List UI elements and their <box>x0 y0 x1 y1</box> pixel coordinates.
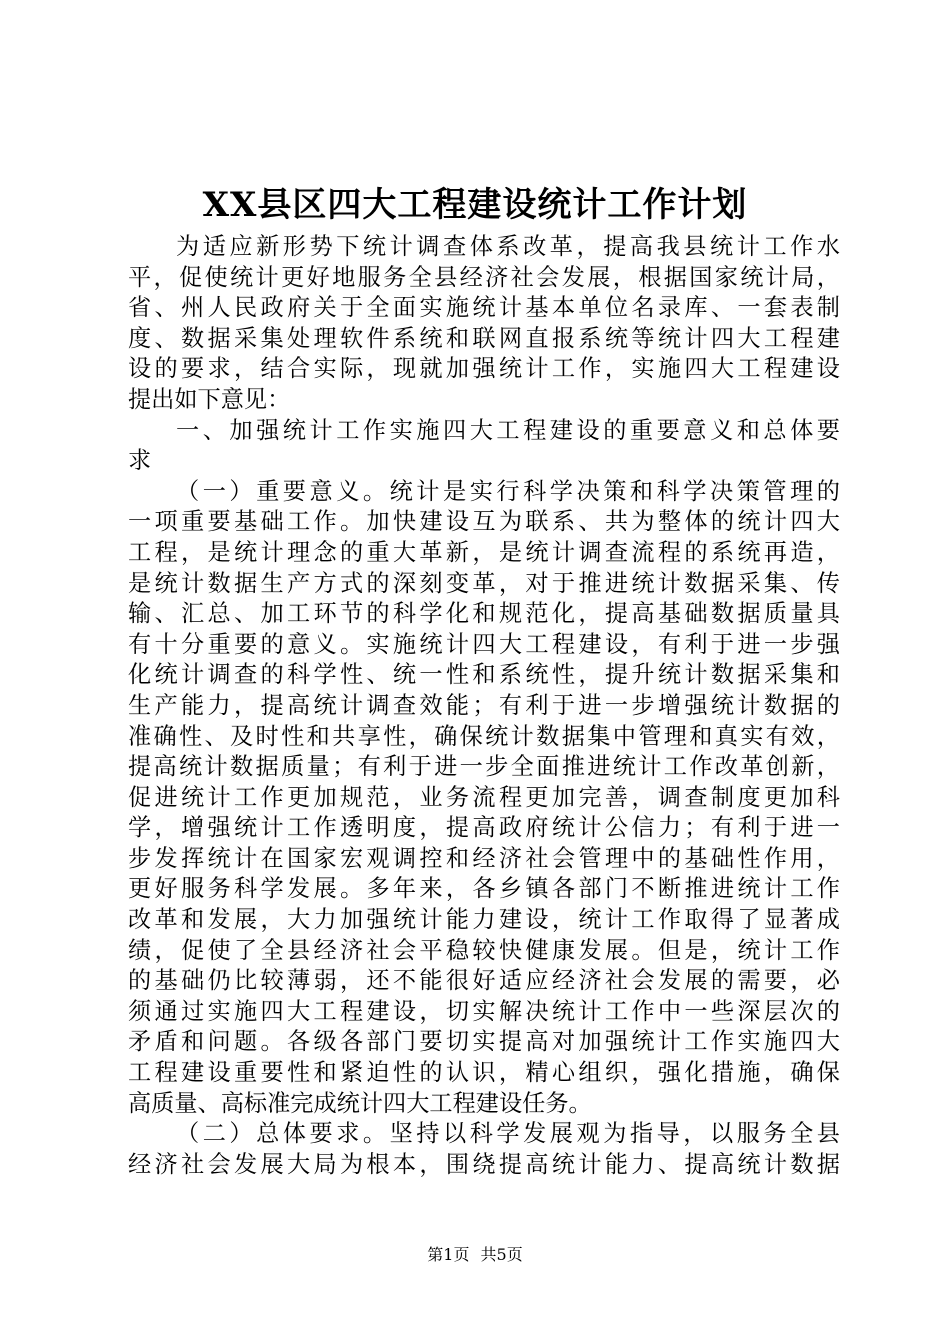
text-line: 化统计调查的科学性、统一性和系统性，提升统计数据采集和 <box>128 661 840 689</box>
page-total: 共5页 <box>480 1245 523 1264</box>
text-line: 步发挥统计在国家宏观调控和经济社会管理中的基础性作用， <box>128 844 840 872</box>
text-line: 输、汇总、加工环节的科学化和规范化，提高基础数据质量具 <box>128 600 840 628</box>
text-line: 有十分重要的意义。实施统计四大工程建设，有利于进一步强 <box>128 630 840 658</box>
text-line: 平，促使统计更好地服务全县经济社会发展，根据国家统计局， <box>128 263 840 291</box>
text-line: 工程建设重要性和紧迫性的认识，精心组织，强化措施，确保 <box>128 1059 840 1087</box>
text-line: 经济社会发展大局为根本，围绕提高统计能力、提高统计数据 <box>128 1150 840 1178</box>
text-line: 一项重要基础工作。加快建设互为联系、共为整体的统计四大 <box>128 508 840 536</box>
text-line: 的基础仍比较薄弱，还不能很好适应经济社会发展的需要，必 <box>128 967 840 995</box>
text-line: 高质量、高标准完成统计四大工程建设任务。 <box>128 1089 592 1117</box>
text-line: 矛盾和问题。各级各部门要切实提高对加强统计工作实施四大 <box>128 1028 840 1056</box>
text-line: 提出如下意见： <box>128 385 291 413</box>
text-line: 准确性、及时性和共享性，确保统计数据集中管理和真实有效， <box>128 722 840 750</box>
section-heading-line: 一、加强统计工作实施四大工程建设的重要意义和总体要 <box>176 416 840 444</box>
text-line: 绩，促使了全县经济社会平稳较快健康发展。但是，统计工作 <box>128 936 840 964</box>
text-line: 度、数据采集处理软件系统和联网直报系统等统计四大工程建 <box>128 324 840 352</box>
page-footer <box>0 1244 950 1266</box>
text-line: （二）总体要求。坚持以科学发展观为指导，以服务全县 <box>176 1120 840 1148</box>
section-heading-line: 求 <box>128 447 152 475</box>
text-line: 提高统计数据质量；有利于进一步全面推进统计工作改革创新， <box>128 753 840 781</box>
text-line: 是统计数据生产方式的深刻变革，对于推进统计数据采集、传 <box>128 569 840 597</box>
text-line: 为适应新形势下统计调查体系改革，提高我县统计工作水 <box>176 233 840 260</box>
text-line: （一）重要意义。统计是实行科学决策和科学决策管理的 <box>176 477 840 505</box>
text-line: 学，增强统计工作透明度，提高政府统计公信力；有利于进一 <box>128 814 840 842</box>
text-line: 生产能力，提高统计调查效能；有利于进一步增强统计数据的 <box>128 691 840 719</box>
page-number: 第1页 <box>427 1245 470 1264</box>
text-line: 更好服务科学发展。多年来，各乡镇各部门不断推进统计工作 <box>128 875 840 903</box>
document-body <box>128 232 840 1180</box>
text-line: 设的要求，结合实际，现就加强统计工作，实施四大工程建设 <box>128 355 840 383</box>
document-title: XX县区四大工程建设统计工作计划 <box>202 185 748 225</box>
text-line: 须通过实施四大工程建设，切实解决统计工作中一些深层次的 <box>128 997 840 1025</box>
text-line: 省、州人民政府关于全面实施统计基本单位名录库、一套表制 <box>128 294 840 322</box>
text-line: 促进统计工作更加规范，业务流程更加完善，调查制度更加科 <box>128 783 840 811</box>
text-line: 改革和发展，大力加强统计能力建设，统计工作取得了显著成 <box>128 906 840 934</box>
text-line: 工程，是统计理念的重大革新，是统计调查流程的系统再造， <box>128 538 840 566</box>
